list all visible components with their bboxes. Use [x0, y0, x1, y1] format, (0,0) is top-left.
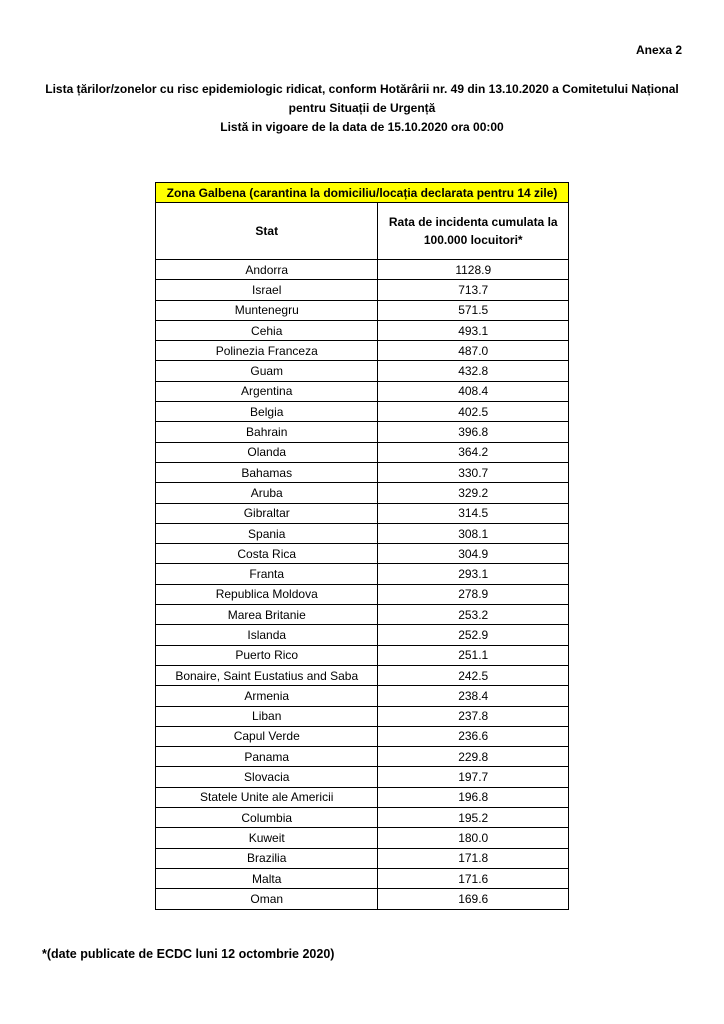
country-cell: Andorra: [156, 260, 378, 280]
table-row: [156, 625, 569, 645]
country-cell: Panama: [156, 747, 378, 767]
table-row: [156, 686, 569, 706]
country-cell: Capul Verde: [156, 726, 378, 746]
country-cell: Spania: [156, 523, 378, 543]
footnote: *(date publicate de ECDC luni 12 octombrie 2020): [42, 947, 335, 961]
incidence-rate-cell: 293.1: [378, 564, 569, 584]
country-cell: Israel: [156, 280, 378, 300]
risk-countries-table: [155, 182, 569, 910]
table-header-row: [156, 203, 569, 260]
country-cell: Puerto Rico: [156, 645, 378, 665]
table-row: [156, 665, 569, 685]
incidence-rate-cell: 571.5: [378, 300, 569, 320]
table-row: [156, 828, 569, 848]
incidence-rate-cell: 252.9: [378, 625, 569, 645]
table-row: [156, 889, 569, 909]
header-title-line-1: Lista țărilor/zonelor cu risc epidemiologic ridicat, conform Hotărârii nr. 49 din 13.10.2020 a Comitetului Național: [45, 82, 679, 96]
header-title-line-2: pentru Situații de Urgență: [288, 101, 436, 115]
table-row: [156, 787, 569, 807]
incidence-rate-cell: 253.2: [378, 605, 569, 625]
table-row: [156, 868, 569, 888]
zone-title-row: [156, 183, 569, 203]
country-cell: Argentina: [156, 381, 378, 401]
incidence-rate-cell: 229.8: [378, 747, 569, 767]
table-row: [156, 341, 569, 361]
country-cell: Bahrain: [156, 422, 378, 442]
incidence-rate-cell: 171.8: [378, 848, 569, 868]
country-cell: Costa Rica: [156, 544, 378, 564]
incidence-rate-cell: 314.5: [378, 503, 569, 523]
country-cell: Gibraltar: [156, 503, 378, 523]
incidence-rate-cell: 237.8: [378, 706, 569, 726]
incidence-rate-cell: 196.8: [378, 787, 569, 807]
table-row: [156, 767, 569, 787]
table-row: [156, 361, 569, 381]
incidence-rate-cell: 308.1: [378, 523, 569, 543]
table-row: [156, 402, 569, 422]
table-row: [156, 280, 569, 300]
table-row: [156, 544, 569, 564]
incidence-rate-cell: 402.5: [378, 402, 569, 422]
incidence-rate-cell: 408.4: [378, 381, 569, 401]
table-row: [156, 848, 569, 868]
incidence-rate-cell: 1128.9: [378, 260, 569, 280]
table-row: [156, 706, 569, 726]
country-cell: Bahamas: [156, 462, 378, 482]
country-cell: Guam: [156, 361, 378, 381]
table-row: [156, 320, 569, 340]
incidence-rate-cell: 713.7: [378, 280, 569, 300]
incidence-rate-cell: 278.9: [378, 584, 569, 604]
incidence-rate-cell: 197.7: [378, 767, 569, 787]
country-cell: Olanda: [156, 442, 378, 462]
incidence-rate-cell: 236.6: [378, 726, 569, 746]
country-cell: Muntenegru: [156, 300, 378, 320]
incidence-rate-cell: 487.0: [378, 341, 569, 361]
country-cell: Franta: [156, 564, 378, 584]
table-row: [156, 564, 569, 584]
zone-title: Zona Galbena (carantina la domiciliu/locația declarata pentru 14 zile): [156, 183, 569, 203]
country-cell: Polinezia Franceza: [156, 341, 378, 361]
table-row: [156, 584, 569, 604]
country-cell: Malta: [156, 868, 378, 888]
incidence-rate-cell: 396.8: [378, 422, 569, 442]
table-row: [156, 523, 569, 543]
incidence-rate-cell: 304.9: [378, 544, 569, 564]
document-header: [30, 80, 694, 137]
table-row: [156, 605, 569, 625]
incidence-rate-cell: 195.2: [378, 808, 569, 828]
table-row: [156, 726, 569, 746]
incidence-rate-cell: 169.6: [378, 889, 569, 909]
table-row: [156, 422, 569, 442]
header-validity-line: Listă in vigoare de la data de 15.10.2020 ora 00:00: [220, 120, 504, 134]
table-row: [156, 808, 569, 828]
country-cell: Armenia: [156, 686, 378, 706]
incidence-rate-cell: 180.0: [378, 828, 569, 848]
annex-label: Anexa 2: [635, 43, 682, 57]
incidence-rate-cell: 364.2: [378, 442, 569, 462]
country-cell: Islanda: [156, 625, 378, 645]
country-cell: Brazilia: [156, 848, 378, 868]
country-cell: Republica Moldova: [156, 584, 378, 604]
country-cell: Oman: [156, 889, 378, 909]
table-body: [156, 183, 569, 910]
incidence-rate-cell: 171.6: [378, 868, 569, 888]
table-row: [156, 442, 569, 462]
country-cell: Slovacia: [156, 767, 378, 787]
country-cell: Columbia: [156, 808, 378, 828]
country-cell: Belgia: [156, 402, 378, 422]
incidence-rate-cell: 329.2: [378, 483, 569, 503]
table-row: [156, 645, 569, 665]
incidence-rate-cell: 330.7: [378, 462, 569, 482]
incidence-rate-cell: 251.1: [378, 645, 569, 665]
country-cell: Kuweit: [156, 828, 378, 848]
country-cell: Aruba: [156, 483, 378, 503]
table-row: [156, 747, 569, 767]
table-row: [156, 381, 569, 401]
country-cell: Marea Britanie: [156, 605, 378, 625]
table-row: [156, 503, 569, 523]
country-cell: Cehia: [156, 320, 378, 340]
incidence-rate-cell: 242.5: [378, 665, 569, 685]
table-row: [156, 300, 569, 320]
incidence-rate-cell: 493.1: [378, 320, 569, 340]
table-row: [156, 260, 569, 280]
country-cell: Statele Unite ale Americii: [156, 787, 378, 807]
table-row: [156, 483, 569, 503]
incidence-rate-cell: 432.8: [378, 361, 569, 381]
incidence-rate-cell: 238.4: [378, 686, 569, 706]
country-cell: Bonaire, Saint Eustatius and Saba: [156, 665, 378, 685]
column-header-rate: Rata de incidenta cumulata la 100.000 locuitori*: [378, 203, 569, 260]
table-row: [156, 462, 569, 482]
column-header-stat: Stat: [156, 203, 378, 260]
country-cell: Liban: [156, 706, 378, 726]
